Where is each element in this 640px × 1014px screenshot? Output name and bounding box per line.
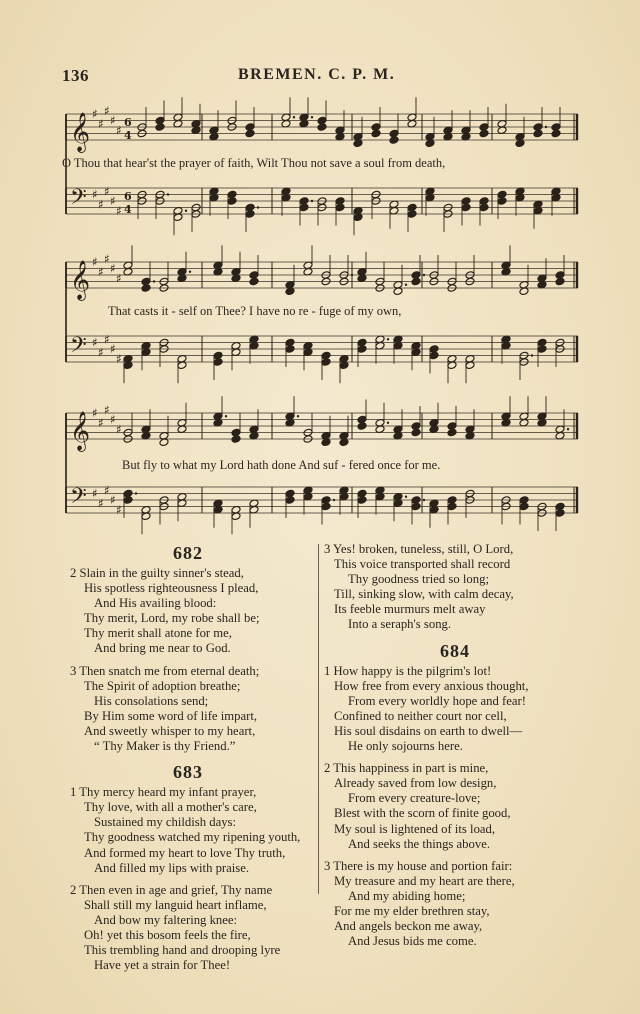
note-head [285,496,295,505]
verse-line: Sustained my childish days: [94,815,237,830]
sharp-icon: ♯ [98,116,104,131]
verse-line: 2 Slain in the guilty sinner's stead, [70,566,244,580]
verse-line: Into a seraph's song. [348,617,452,632]
sharp-icon: ♯ [92,406,98,420]
note-head [285,345,295,354]
note-head [371,129,381,138]
note-dot [185,210,187,212]
verse-line: Thy merit, Lord, my robe shall be; [84,611,260,626]
time-signature-bottom: 4 [124,129,132,142]
bass-clef-icon: 𝄢 [70,333,87,363]
sharp-icon: ♯ [104,184,110,199]
hymn-682-stanza-2 [60,566,316,657]
verse-line: And filled my lips with praise. [94,860,250,875]
verse-line: The Spirit of adoption breathe; [84,678,241,693]
note-head [411,502,421,511]
sharp-icon: ♯ [92,107,98,121]
note-head [479,129,489,138]
verse-line: This trembling hand and drooping lyre [84,943,281,958]
staff-bass [66,332,578,383]
sharp-icon: ♯ [116,203,122,218]
verse-line: Till, sinking slow, with calm decay, [334,587,514,602]
sharp-icon: ♯ [104,251,110,266]
hymn-683-stanza-1 [60,785,316,876]
note-head [245,129,255,138]
sharp-icon: ♯ [92,335,98,350]
note-dot [257,206,259,208]
note-head [231,435,241,444]
note-dot [423,274,425,276]
staff-treble [66,396,578,452]
hymn-number-684: 684 [440,640,470,661]
note-head [155,123,165,132]
sharp-icon: ♯ [98,197,104,212]
verse-line: Thy goodness watched my ripening youth, [84,830,301,845]
time-signature-top: 6 [124,190,132,203]
note-dot [405,284,407,286]
note-head [227,197,237,206]
note-dot [153,280,155,282]
note-head [141,284,151,293]
time-signature-bottom: 4 [124,203,132,216]
note-head [321,502,331,511]
sharp-icon: ♯ [116,123,122,138]
sharp-icon: ♯ [116,351,122,366]
note-head [321,358,331,367]
note-head [555,277,565,286]
verse-line: My treasure and my heart are there, [334,873,515,888]
hymn-684-stanza-3 [324,859,586,950]
sharp-icon: ♯ [110,194,116,208]
note-head [213,358,223,367]
lyric-line-2: That casts it - self on Thee? I have no re - fuge of my own, [108,304,402,318]
verse-line: 2 Then even in age and grief, Thy name [70,882,273,897]
note-dot [135,492,137,494]
hymn-684-stanza-1 [324,664,586,755]
page-number: 136 [62,66,89,85]
note-head [389,136,399,145]
note-dot [405,496,407,498]
note-dot [567,428,569,430]
verse-line: And Jesus bids me come. [348,934,477,949]
verse-line: From every creature-love; [348,791,481,806]
sharp-icon: ♯ [110,412,116,427]
verse-line: Oh! yet this bosom feels the fire, [84,927,251,942]
note-head [407,210,417,219]
sharp-icon: ♯ [104,402,110,417]
sharp-icon: ♯ [110,493,116,507]
note-head [357,422,367,431]
note-dot [545,126,547,128]
sharp-icon: ♯ [98,264,104,279]
note-head [335,203,345,212]
note-head [533,129,543,138]
verse-line: 1 How happy is the pilgrim's lot! [324,663,492,678]
staff-bass [66,483,578,534]
verse-line: And my abiding home; [348,888,466,903]
verse-line: And formed my heart to love Thy truth, [84,845,286,860]
verse-line: His soul disdains on earth to dwell— [334,723,523,738]
note-dot [387,338,389,340]
note-dot [387,422,389,424]
verse-line: “ Thy Maker is thy Friend.” [94,739,236,754]
lyric-line-1: O Thou that hear'st the prayer of faith, Wilt Thou not save a soul from death, [62,156,446,170]
hymn-number-683: 683 [173,762,203,783]
sharp-icon: ♯ [98,415,104,430]
verse-line: Blest with the scorn of finite good, [334,806,511,821]
lyric-line-3: But fly to what my Lord hath done And suf - fered once for me. [122,458,441,472]
verse-line: From every worldly hope and fear! [348,693,526,708]
note-dot [311,200,313,202]
verse-line: How free from every anxious thought, [334,678,529,693]
verse-line: 3 There is my house and portion fair: [324,858,513,873]
column-divider [318,544,319,894]
note-head [555,509,565,518]
note-dot [333,499,335,501]
verse-line: And bring me near to God. [94,641,231,656]
treble-clef-icon: 𝄞 [70,411,91,451]
verse-line: And sweetly whisper to my heart, [84,723,256,738]
music-system-2 [62,242,582,392]
note-head [245,210,255,219]
verse-line: Have yet a strain for Thee! [94,958,231,973]
staff-bass [66,184,578,235]
verse-line: Confined to neither court nor cell, [334,708,507,723]
verse-line: And angels beckon me away, [334,919,483,934]
sharp-icon: ♯ [116,271,122,286]
sharp-icon: ♯ [104,332,110,347]
staff-system-1-svg [62,92,582,252]
verse-line: His consolations send; [94,693,209,708]
verse-line: By Him some word of life impart, [84,708,258,723]
verse-line: Already saved from low design, [334,776,497,791]
note-head [537,345,547,354]
note-head [519,502,529,511]
verse-line: 3 Then snatch me from eternal death; [70,663,260,678]
note-dot [297,415,299,417]
note-head [299,203,309,212]
note-head [357,345,367,354]
staff-treble [66,97,578,153]
verse-line: And seeks the things above. [348,836,491,851]
note-dot [531,354,533,356]
verse-line: He only sojourns here. [348,739,463,754]
sharp-icon: ♯ [116,502,122,517]
note-head [249,277,259,286]
note-head [429,351,439,360]
note-head [317,123,327,132]
verse-line: Shall still my languid heart inflame, [84,897,267,912]
verse-line: Thy love, with all a mother's care, [84,800,257,815]
sharp-icon: ♯ [116,422,122,437]
note-dot [311,116,313,118]
treble-clef-icon: 𝄞 [70,260,91,300]
verse-line: And His availing blood: [94,596,217,611]
verse-line: Its feeble murmurs melt away [334,602,486,617]
hymn-number-682: 682 [173,543,203,563]
sharp-icon: ♯ [110,261,116,276]
music-system-1 [62,92,582,252]
note-head [447,502,457,511]
staff-treble [66,245,578,301]
note-dot [225,415,227,417]
note-dot [293,116,295,118]
verse-line: 2 This happiness in part is mine, [324,761,489,776]
sharp-icon: ♯ [92,187,98,202]
note-head [479,203,489,212]
hymn-683-stanza-3 [324,542,586,633]
note-head [123,496,133,505]
note-head [411,277,421,286]
bass-clef-icon: 𝄢 [70,185,87,215]
note-dot [351,274,353,276]
hymn-682-stanza-3 [60,664,316,755]
right-column [324,542,586,956]
verse-line: This voice transported shall record [334,557,511,572]
sharp-icon: ♯ [98,345,104,360]
sharp-icon: ♯ [104,103,110,118]
verse-line: My soul is lightened of its load, [334,821,496,836]
verse-line: 1 Thy mercy heard my infant prayer, [70,785,257,800]
verse-line: Thy goodness tried so long; [348,572,489,587]
hymn-684-stanza-2 [324,761,586,852]
page-header [62,66,582,88]
sharp-icon: ♯ [110,342,116,356]
sharp-icon: ♯ [92,486,98,501]
note-head [357,496,367,505]
verse-line: 3 Yes! broken, tuneless, still, O Lord, [324,542,514,556]
note-dot [423,499,425,501]
verse-line: For me my elder brethren stay, [334,903,490,918]
treble-clef-icon: 𝄞 [70,112,91,152]
tune-title: BREMEN. C. P. M. [238,66,396,83]
verse-line: And bow my faltering knee: [94,912,238,927]
sharp-icon: ♯ [98,496,104,511]
note-head [411,428,421,437]
hymn-683-stanza-2 [60,883,316,974]
note-head [497,197,507,206]
verse-line: Thy merit shall atone for me, [84,626,232,641]
note-head [551,129,561,138]
verse-line: His spotless righteousness I plead, [84,581,259,596]
note-head [461,203,471,212]
note-dot [189,271,191,273]
sharp-icon: ♯ [92,255,98,269]
note-dot [167,193,169,195]
time-signature-top: 6 [124,116,132,129]
sharp-icon: ♯ [104,483,110,498]
note-head [447,428,457,437]
music-system-3 [62,393,582,543]
bass-clef-icon: 𝄢 [70,484,87,514]
sharp-icon: ♯ [110,113,116,128]
left-column [60,542,316,980]
